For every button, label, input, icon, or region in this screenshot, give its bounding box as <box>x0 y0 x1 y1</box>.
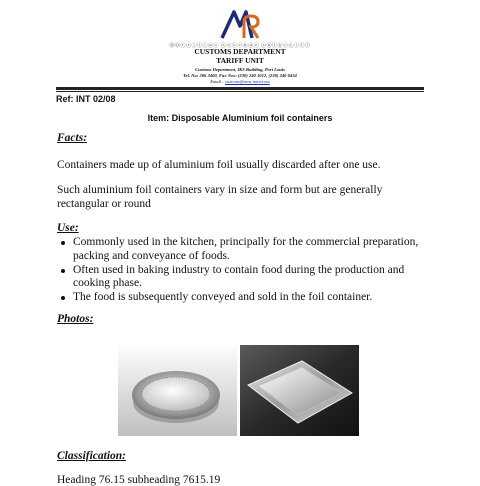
classification-heading: Classification: <box>57 450 127 462</box>
use-item-text: Commonly used in the kitchen, principally for the commercial preparation, packing and conveyance of foods. <box>73 236 419 262</box>
use-item-text: The food is subsequently conveyed and sold in the foil container. <box>73 291 373 303</box>
department-name: CUSTOMS DEPARTMENT <box>194 47 286 56</box>
use-list-item <box>57 291 427 305</box>
header-rule-thin <box>56 91 424 92</box>
photos-heading: Photos: <box>57 313 94 325</box>
unit-name: TARIFF UNIT <box>216 56 264 65</box>
reference-number: Ref: INT 02/08 <box>56 94 116 104</box>
item-title: Item: Disposable Aluminium foil containers <box>147 113 333 123</box>
letterhead-tagline: ⓂⓄⓡⓡⓘⓣⓘⓤⓢ ⓡⓔⓥⓔⓝⓤⓔ ⓐⓤⓣⓗⓞⓡⓘⓣⓨ <box>169 44 311 49</box>
address-line: Customs Department, IKS Building, Port Louis <box>195 67 285 72</box>
facts-heading: Facts: <box>57 132 88 144</box>
bullet-icon <box>61 296 65 300</box>
use-list-item <box>57 236 427 263</box>
mra-logo <box>218 8 264 40</box>
use-list <box>57 236 427 305</box>
bullet-icon <box>61 241 65 245</box>
classification-text-partial: Heading 76.15 subheading 7615.19 <box>57 474 221 486</box>
use-list-item <box>57 264 427 291</box>
facts-paragraph-2: Such aluminium foil containers vary in size and form but are generally rectangular or round <box>57 184 383 210</box>
phone-line: Tel. No: 206 3400, Fax Nos: (230) 240 1012, (230) 240 0434 <box>183 73 297 78</box>
rectangular-tray-photo <box>240 345 359 436</box>
use-heading: Use: <box>57 222 79 234</box>
bullet-icon <box>61 269 65 273</box>
photos-row <box>118 345 360 436</box>
letterhead <box>0 0 480 92</box>
email-line <box>0 79 480 84</box>
email-label: Email : <box>210 79 225 84</box>
facts-paragraph-1: Containers made up of aluminium foil usually discarded after one use. <box>57 159 381 171</box>
header-rule-thick <box>56 87 424 90</box>
email-link[interactable]: customs@mra.intnet.mu <box>225 79 270 84</box>
use-item-text: Often used in baking industry to contain food during the production and cooking phase. <box>73 263 405 289</box>
round-container-photo <box>118 345 237 436</box>
